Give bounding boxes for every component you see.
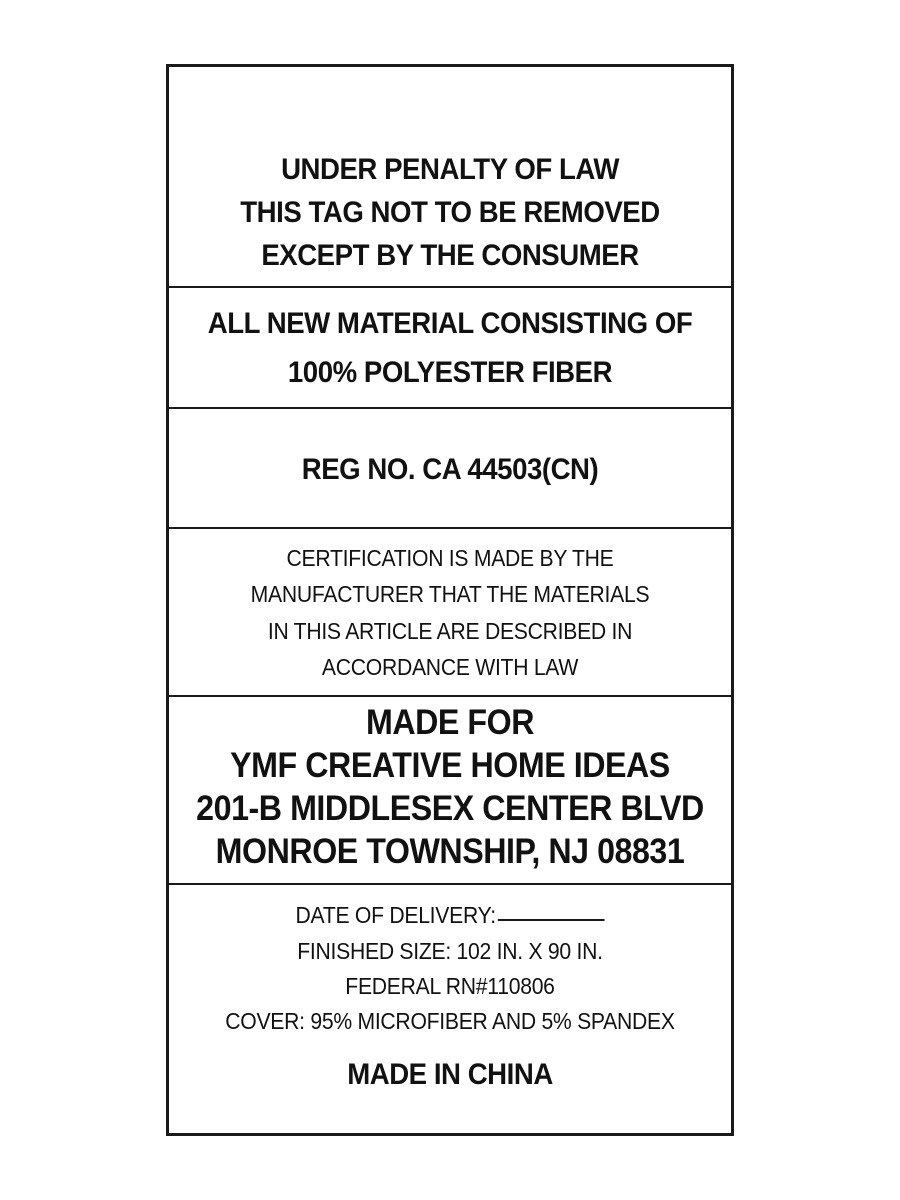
law-tag <box>166 64 734 1136</box>
material-line-2: 100% POLYESTER FIBER <box>287 356 613 389</box>
certification-line-1: CERTIFICATION IS MADE BY THE <box>286 545 614 571</box>
delivery-date-blank <box>498 919 605 921</box>
warning-line-3: EXCEPT BY THE CONSUMER <box>261 239 639 272</box>
divider <box>169 527 731 529</box>
divider <box>169 286 731 288</box>
company-street: 201-B MIDDLESEX CENTER BLVD <box>196 789 704 828</box>
divider <box>169 883 731 885</box>
divider <box>169 407 731 409</box>
certification-line-2: MANUFACTURER THAT THE MATERIALS <box>250 581 650 607</box>
cover-composition: COVER: 95% MICROFIBER AND 5% SPANDEX <box>225 1008 675 1034</box>
certification-line-3: IN THIS ARTICLE ARE DESCRIBED IN <box>267 618 633 644</box>
divider <box>169 695 731 697</box>
delivery-date-row <box>191 902 708 929</box>
warning-line-2: THIS TAG NOT TO BE REMOVED <box>240 196 660 229</box>
warning-line-1: UNDER PENALTY OF LAW <box>281 153 619 186</box>
delivery-date-label: DATE OF DELIVERY: <box>295 902 496 928</box>
made-for-heading: MADE FOR <box>365 703 535 742</box>
certification-line-4: ACCORDANCE WITH LAW <box>321 654 579 680</box>
company-city: MONROE TOWNSHIP, NJ 08831 <box>215 832 685 871</box>
registration-number: REG NO. CA 44503(CN) <box>301 453 599 486</box>
finished-size: FINISHED SIZE: 102 IN. X 90 IN. <box>297 938 603 964</box>
material-line-1: ALL NEW MATERIAL CONSISTING OF <box>207 307 693 340</box>
company-name: YMF CREATIVE HOME IDEAS <box>230 746 670 785</box>
country-of-origin: MADE IN CHINA <box>347 1058 553 1091</box>
federal-rn: FEDERAL RN#110806 <box>345 973 555 999</box>
